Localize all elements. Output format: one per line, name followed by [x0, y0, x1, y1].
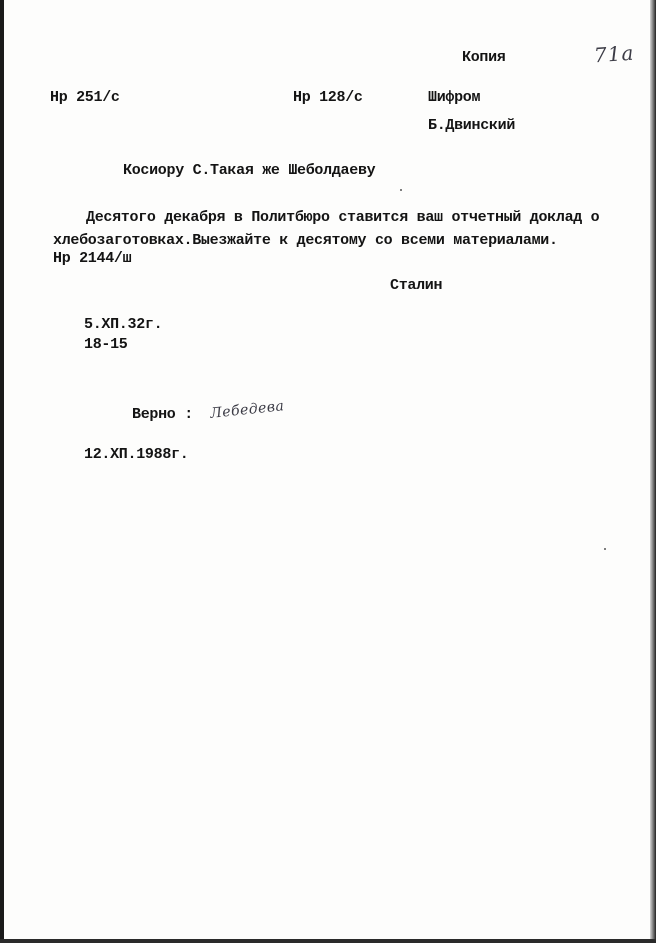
certification-date: 12.ХП.1988г.	[84, 446, 189, 463]
certification-label: Верно :	[132, 406, 193, 423]
scan-edge-bottom	[0, 939, 656, 943]
scan-edge-right	[650, 0, 656, 943]
operator-name: Б.Двинский	[428, 117, 516, 134]
scan-speck	[400, 189, 402, 191]
telegram-ref-number: Нр 2144/ш	[53, 250, 132, 267]
reference-number-left: Нр 251/с	[50, 89, 120, 106]
cipher-label: Шифром	[428, 89, 481, 106]
signatory-name: Сталин	[390, 277, 443, 294]
scan-speck	[604, 548, 606, 550]
addressee-line: Косиору С.Такая же Шеболдаеву	[123, 162, 376, 179]
telegram-body-line-1: Десятого декабря в Политбюро ставится ваш отчетный доклад о	[86, 209, 600, 226]
copy-label: Копия	[462, 49, 506, 66]
telegram-date: 5.ХП.32г.	[84, 316, 163, 333]
telegram-body-line-2: хлебозаготовках.Выезжайте к десятому со всеми материалами.	[53, 232, 558, 249]
certification-signature: Лебедева	[209, 398, 286, 422]
archive-number: 71а	[593, 40, 636, 68]
telegram-time: 18-15	[84, 336, 128, 353]
scan-edge-left	[0, 0, 4, 943]
reference-number-middle: Нр 128/с	[293, 89, 363, 106]
